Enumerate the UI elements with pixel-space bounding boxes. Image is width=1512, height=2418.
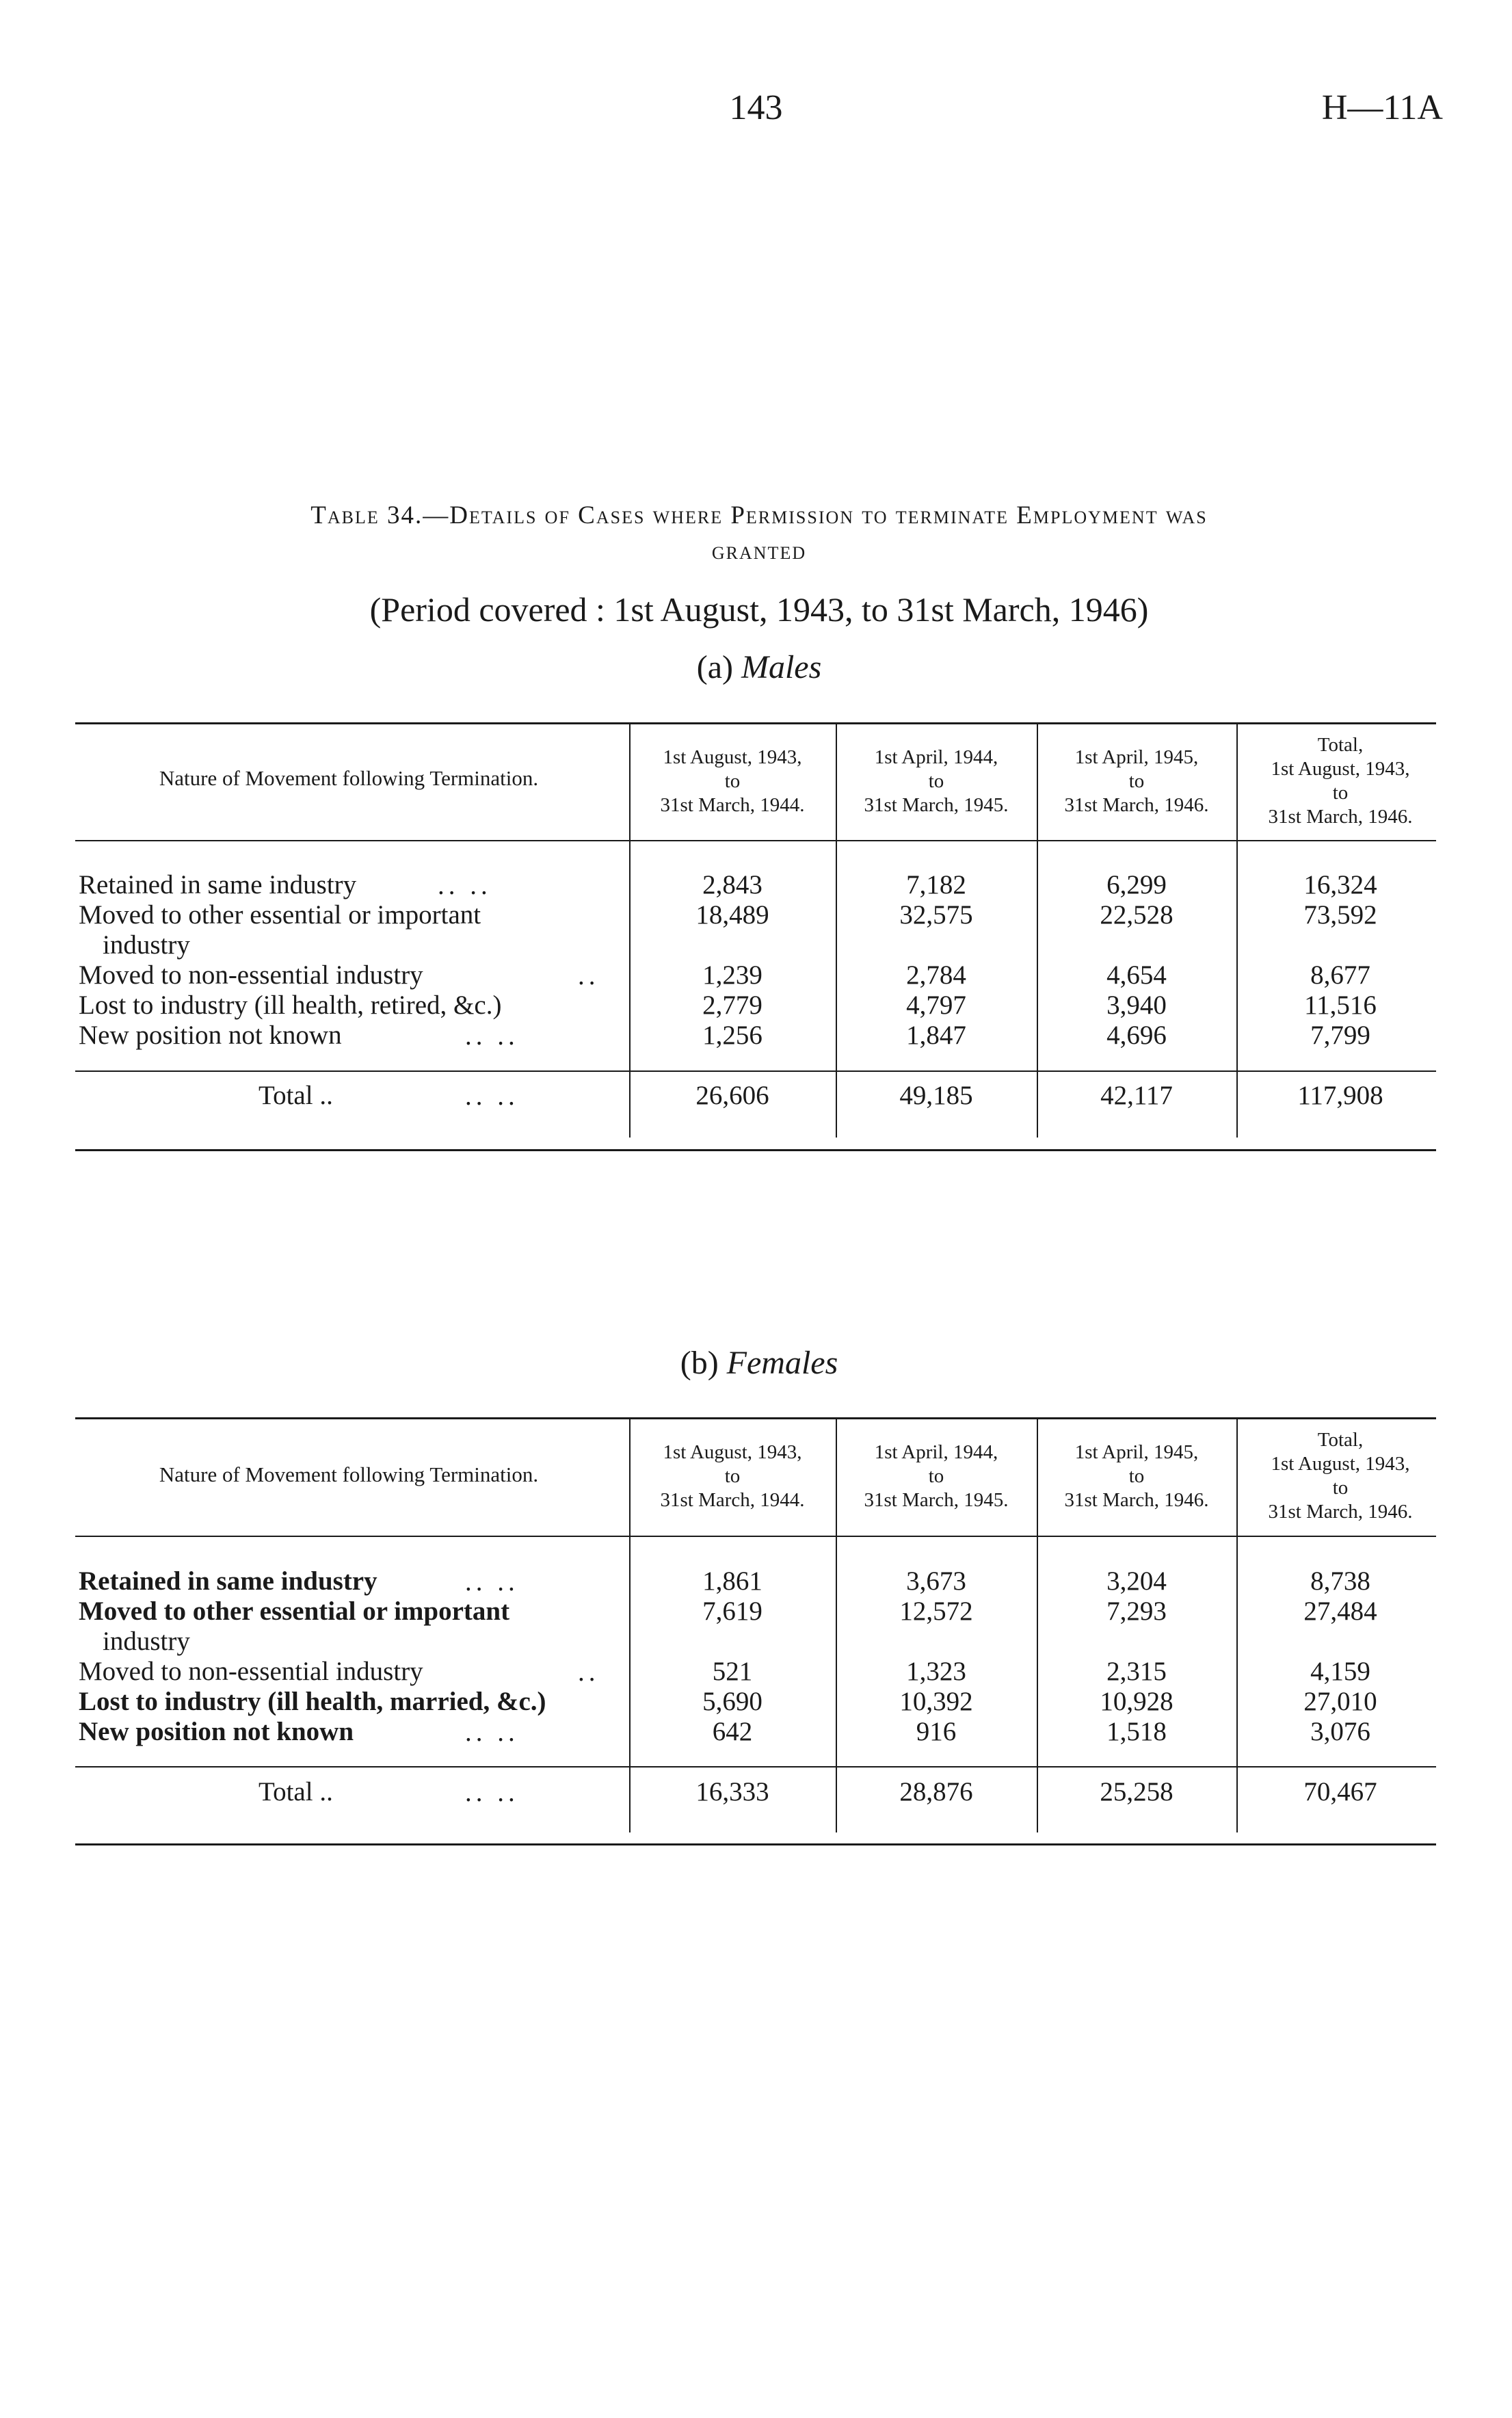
males-top-rule	[75, 722, 1436, 724]
females-row-label-continued: industry	[103, 1627, 190, 1656]
males-row-label: New position not known	[79, 1021, 342, 1050]
females-row-dots: ..	[578, 1657, 600, 1687]
males-header-col2-line2: to	[928, 770, 944, 792]
males-header-nature: Nature of Movement following Termination.	[159, 766, 539, 790]
males-subtitle	[75, 648, 1443, 686]
males-cell: 6,299	[1106, 870, 1167, 899]
females-header-col4-line4: 31st March, 1946.	[1268, 1501, 1413, 1523]
females-cell: 7,619	[702, 1596, 762, 1626]
males-header-col1-line3: 31st March, 1944.	[660, 794, 805, 816]
males-header-col4-line1: Total,	[1317, 734, 1364, 756]
males-row-label: Moved to non-essential industry	[79, 960, 423, 990]
males-header-col2-line1: 1st April, 1944,	[874, 746, 998, 768]
females-cell: 10,928	[1100, 1687, 1173, 1716]
females-cell: 1,518	[1106, 1717, 1167, 1746]
males-cell: 16,324	[1303, 870, 1377, 899]
males-total-cell: 117,908	[1297, 1081, 1383, 1110]
males-total-rule	[75, 1070, 1436, 1072]
males-cell: 1,847	[906, 1021, 966, 1050]
males-header-col1	[631, 746, 834, 817]
females-total-rule	[75, 1766, 1436, 1767]
males-total-cell: 26,606	[695, 1081, 769, 1110]
males-cell: 22,528	[1100, 900, 1173, 930]
males-header-col4	[1238, 733, 1443, 829]
females-cell: 27,010	[1303, 1687, 1377, 1716]
females-header-col2-line1: 1st April, 1944,	[874, 1441, 998, 1463]
table-title-line2: granted	[711, 537, 807, 565]
males-total-dots: .. ..	[465, 1081, 519, 1111]
males-cell: 4,797	[906, 990, 966, 1020]
males-row-label: Moved to other essential or important	[79, 900, 481, 930]
females-cell: 7,293	[1106, 1596, 1167, 1626]
males-header-col4-line2: 1st August, 1943,	[1271, 758, 1410, 780]
females-cell: 27,484	[1303, 1596, 1377, 1626]
males-header-rule	[75, 840, 1436, 841]
females-header-col2	[837, 1441, 1035, 1512]
males-header-col1-line1: 1st August, 1943,	[663, 746, 802, 768]
males-cell: 7,799	[1310, 1021, 1370, 1050]
females-header-col1-line2: to	[724, 1465, 741, 1487]
females-row-label: New position not known	[79, 1717, 354, 1746]
males-header-col4-line3: to	[1332, 782, 1349, 804]
females-cell: 5,690	[702, 1687, 762, 1716]
males-row-label-continued: industry	[103, 930, 190, 960]
males-cell: 8,677	[1310, 960, 1370, 990]
females-header-col3-line2: to	[1128, 1465, 1145, 1487]
females-row-label: Moved to other essential or important	[79, 1596, 510, 1626]
table-title	[75, 498, 1443, 569]
females-cell: 8,738	[1310, 1566, 1370, 1596]
females-row-label: Retained in same industry	[79, 1566, 377, 1596]
females-header-col4-line1: Total,	[1317, 1429, 1364, 1451]
females-total-cell: 25,258	[1100, 1777, 1173, 1806]
females-cell: 1,323	[906, 1657, 966, 1686]
females-cell: 3,076	[1310, 1717, 1370, 1746]
females-header-col1-line3: 31st March, 1944.	[660, 1489, 805, 1511]
males-row-label: Retained in same industry	[79, 870, 357, 899]
females-header-col4	[1238, 1428, 1443, 1524]
females-cell: 3,204	[1106, 1566, 1167, 1596]
females-row-label: Moved to non-essential industry	[79, 1657, 423, 1686]
males-cell: 2,843	[702, 870, 762, 899]
males-cell: 18,489	[695, 900, 769, 930]
females-cell: 916	[916, 1717, 957, 1746]
males-cell: 32,575	[899, 900, 973, 930]
males-cell: 2,779	[702, 990, 762, 1020]
females-cell: 642	[712, 1717, 753, 1746]
males-cell: 1,256	[702, 1021, 762, 1050]
females-cell: 521	[712, 1657, 753, 1686]
females-header-col2-line2: to	[928, 1465, 944, 1487]
males-total-cell: 42,117	[1100, 1081, 1173, 1110]
females-header-col1	[631, 1441, 834, 1512]
males-row-dots: .. ..	[438, 871, 492, 900]
females-header-col2-line3: 31st March, 1945.	[864, 1489, 1009, 1511]
females-total-cell: 16,333	[695, 1777, 769, 1806]
males-header-col3-line1: 1st April, 1945,	[1074, 746, 1199, 768]
males-cell: 2,784	[906, 960, 966, 990]
page-number: 143	[729, 88, 783, 127]
females-total-cell: 28,876	[899, 1777, 973, 1806]
males-cell: 4,696	[1106, 1021, 1167, 1050]
males-bottom-rule	[75, 1149, 1436, 1151]
males-header-col3	[1038, 746, 1235, 817]
females-total-label: Total ..	[258, 1777, 333, 1806]
males-subtitle-prefix: (a)	[696, 649, 733, 685]
period-covered: (Period covered : 1st August, 1943, to 31st March, 1946)	[369, 590, 1149, 629]
females-subtitle	[75, 1344, 1443, 1382]
females-subtitle-prefix: (b)	[680, 1345, 719, 1381]
males-cell: 73,592	[1303, 900, 1377, 930]
females-total-cell: 70,467	[1303, 1777, 1377, 1806]
females-cell: 10,392	[899, 1687, 973, 1716]
females-header-col3-line3: 31st March, 1946.	[1064, 1489, 1209, 1511]
table-title-line1: Table 34.—Details of Cases where Permission to terminate Employment was	[310, 501, 1208, 529]
males-cell: 1,239	[702, 960, 762, 990]
males-subtitle-label: Males	[741, 649, 822, 685]
males-cell: 4,654	[1106, 960, 1167, 990]
females-header-col3	[1038, 1441, 1235, 1512]
females-header-col4-line2: 1st August, 1943,	[1271, 1453, 1410, 1475]
females-cell: 12,572	[899, 1596, 973, 1626]
males-row-label: Lost to industry (ill health, retired, &c.)	[79, 990, 502, 1020]
males-header-col2	[837, 746, 1035, 817]
males-header-col2-line3: 31st March, 1945.	[864, 794, 1009, 816]
females-bottom-rule	[75, 1843, 1436, 1845]
females-header-rule	[75, 1536, 1436, 1537]
females-row-dots: .. ..	[465, 1567, 519, 1596]
males-cell: 3,940	[1106, 990, 1167, 1020]
males-cell: 11,516	[1304, 990, 1377, 1020]
males-header-col1-line2: to	[724, 770, 741, 792]
females-subtitle-label: Females	[726, 1345, 838, 1381]
males-cell: 7,182	[906, 870, 966, 899]
females-cell: 1,861	[702, 1566, 762, 1596]
females-header-col4-line3: to	[1332, 1477, 1349, 1499]
males-row-dots: .. ..	[465, 1021, 519, 1051]
females-cell: 4,159	[1310, 1657, 1370, 1686]
females-row-label: Lost to industry (ill health, married, &c.)	[79, 1687, 546, 1716]
females-header-col1-line1: 1st August, 1943,	[663, 1441, 802, 1463]
males-header-col3-line2: to	[1128, 770, 1145, 792]
males-header-col3-line3: 31st March, 1946.	[1064, 794, 1209, 816]
females-header-nature: Nature of Movement following Termination.	[159, 1462, 539, 1486]
females-cell: 2,315	[1106, 1657, 1167, 1686]
females-header-col3-line1: 1st April, 1945,	[1074, 1441, 1199, 1463]
males-header-col4-line4: 31st March, 1946.	[1268, 806, 1413, 828]
males-row-dots: ..	[578, 961, 600, 990]
females-total-dots: .. ..	[465, 1778, 519, 1807]
females-row-dots: .. ..	[465, 1718, 519, 1747]
males-total-label: Total ..	[258, 1081, 333, 1110]
males-total-cell: 49,185	[899, 1081, 973, 1110]
females-top-rule	[75, 1417, 1436, 1419]
females-cell: 3,673	[906, 1566, 966, 1596]
document-code: H—11A	[1321, 88, 1443, 127]
